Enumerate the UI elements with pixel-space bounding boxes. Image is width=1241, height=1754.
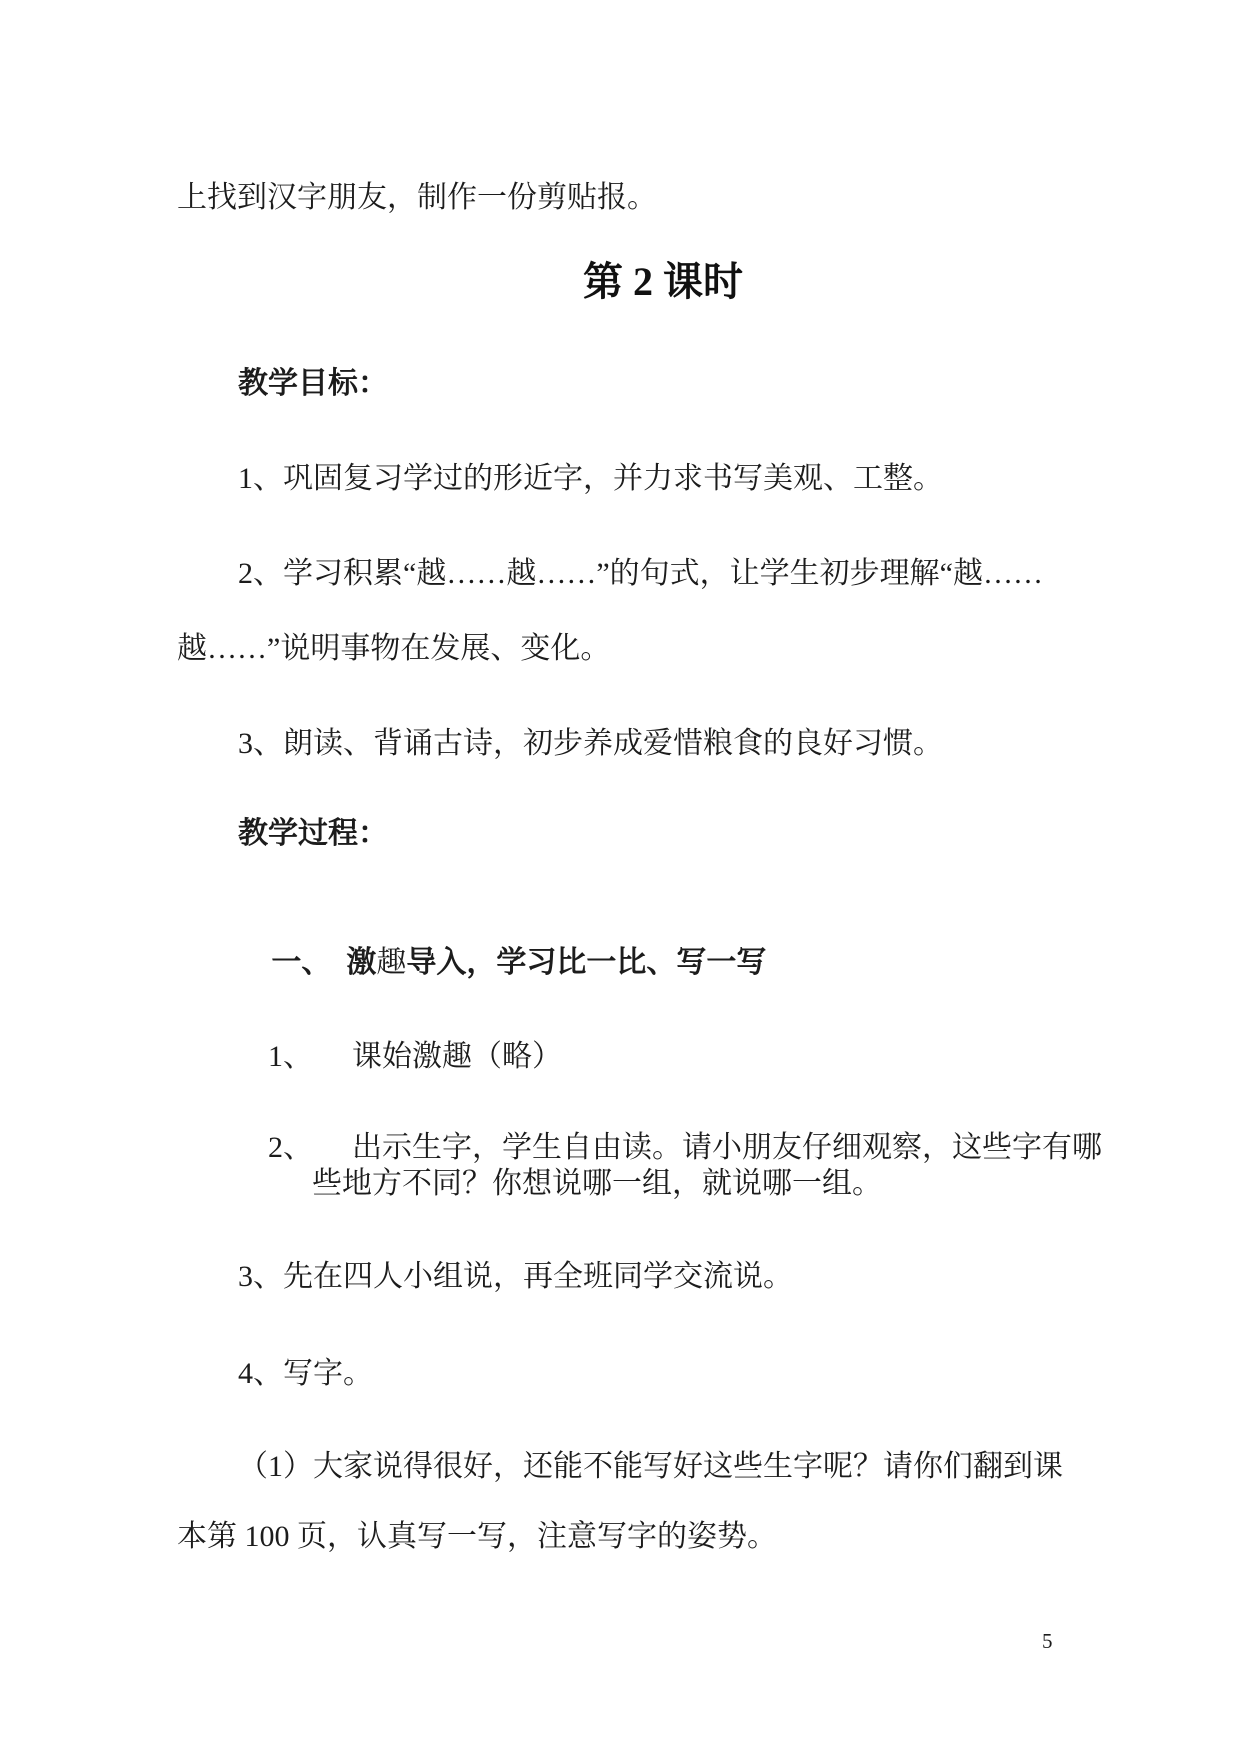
section-1-title-bold-post: 导入，学习比一比、写一写 xyxy=(406,946,767,979)
paragraph-continuation: 上找到汉字朋友，制作一份剪贴报。 xyxy=(177,181,657,214)
step-1-text: 课始激趣（略） xyxy=(352,1040,562,1073)
objective-item-1: 1、巩固复习学过的形近字，并力求书写美观、工整。 xyxy=(238,462,943,495)
objectives-heading: 教学目标： xyxy=(238,367,388,400)
process-heading: 教学过程： xyxy=(238,817,388,850)
objective-item-3: 3、朗读、背诵古诗，初步养成爱惜粮食的良好习惯。 xyxy=(238,727,943,760)
page-number: 5 xyxy=(1042,1629,1053,1653)
section-1-title-bold-pre: 激 xyxy=(346,946,377,979)
step-2-number: 2、 xyxy=(268,1131,313,1164)
chapter-title: 第 2 课时 xyxy=(583,259,743,304)
step-1-number: 1、 xyxy=(268,1040,313,1073)
step-3: 3、先在四人小组说，再全班同学交流说。 xyxy=(238,1260,793,1293)
section-1-title-regular-char: 趣 xyxy=(376,946,407,979)
section-1-heading xyxy=(238,909,766,1017)
objective-item-2-line-1: 2、学习积累“越……越……”的句式，让学生初步理解“越…… xyxy=(238,557,1043,590)
step-4: 4、写字。 xyxy=(238,1357,373,1390)
objective-item-2-line-2: 越……”说明事物在发展、变化。 xyxy=(177,632,611,665)
step-4-sub-1-line-1: （1）大家说得很好，还能不能写好这些生字呢？请你们翻到课 xyxy=(238,1450,1063,1483)
step-4-sub-1-line-2: 本第 100 页，认真写一写，注意写字的姿势。 xyxy=(177,1520,777,1553)
step-2-line-2: 些地方不同？你想说哪一组，就说哪一组。 xyxy=(312,1167,882,1200)
step-2-text-line-1: 出示生字，学生自由读。请小朋友仔细观察，这些字有哪 xyxy=(352,1131,1102,1164)
section-1-number: 一、 xyxy=(271,946,332,979)
